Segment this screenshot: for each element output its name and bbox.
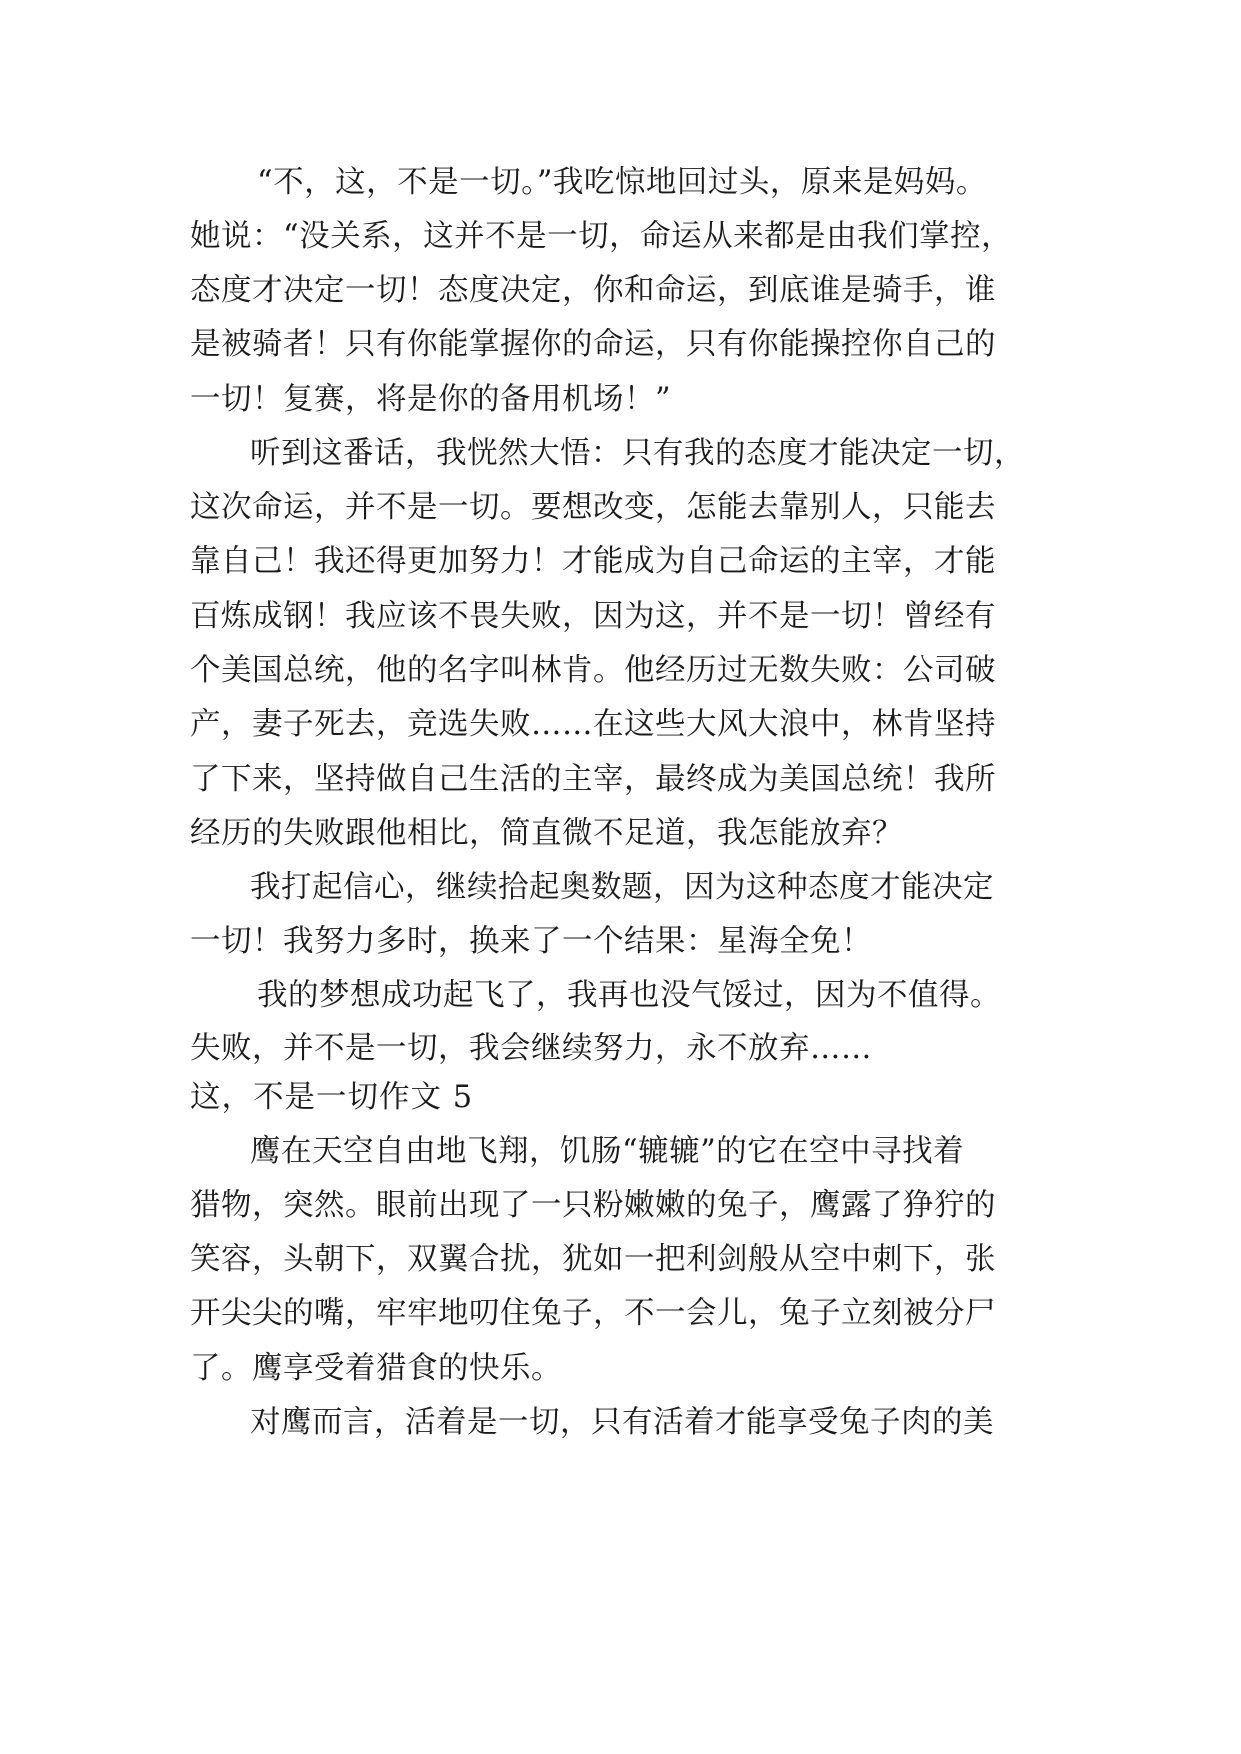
paragraph-line: 笑容，头朝下，双翼合扰，犹如一把利剑般从空中刺下，张 xyxy=(190,1242,996,1277)
section-heading: 这，不是一切作文 5 xyxy=(190,1080,474,1115)
paragraph-line: 百炼成钢！我应该不畏失败，因为这，并不是一切！曾经有 xyxy=(190,599,996,634)
paragraph-line: 一切！复赛，将是你的备用机场！” xyxy=(190,382,672,417)
paragraph-line: 态度才决定一切！态度决定，你和命运，到底谁是骑手，谁 xyxy=(190,273,996,308)
paragraph-line: 我的梦想成功起飞了，我再也没气馁过，因为不值得。 xyxy=(257,978,1001,1013)
paragraph-line: 失败，并不是一切，我会继续努力，永不放弃…… xyxy=(190,1031,872,1066)
paragraph-line: 一切！我努力多时，换来了一个结果：星海全免！ xyxy=(190,924,872,959)
paragraph-line: 是被骑者！只有你能掌握你的命运，只有你能操控你自己的 xyxy=(190,327,996,362)
paragraph-line: 个美国总统，他的名字叫林肯。他经历过无数失败：公司破 xyxy=(190,653,996,688)
paragraph-line: 听到这番话，我恍然大悟：只有我的态度才能决定一切， xyxy=(250,436,1025,471)
paragraph-line: “不，这，不是一切。”我吃惊地回过头，原来是妈妈。 xyxy=(257,165,987,200)
paragraph-line: 了。鹰享受着猎食的快乐。 xyxy=(190,1351,562,1386)
paragraph-line: 她说：“没关系，这并不是一切，命运从来都是由我们掌控， xyxy=(190,219,1013,254)
paragraph-line: 产，妻子死去，竞选失败……在这些大风大浪中，林肯坚持 xyxy=(190,707,996,742)
paragraph-line: 鹰在天空自由地飞翔，饥肠“辘辘”的它在空中寻找着 xyxy=(250,1134,965,1169)
paragraph-line: 猎物，突然。眼前出现了一只粉嫩嫩的兔子，鹰露了狰狞的 xyxy=(190,1188,996,1223)
paragraph-line: 对鹰而言，活着是一切，只有活着才能享受兔子肉的美 xyxy=(250,1405,994,1440)
paragraph-line: 了下来，坚持做自己生活的主宰，最终成为美国总统！我所 xyxy=(190,762,996,797)
paragraph-line: 开尖尖的嘴，牢牢地叨住兔子，不一会儿，兔子立刻被分尸 xyxy=(190,1296,996,1331)
paragraph-line: 这次命运，并不是一切。要想改变，怎能去靠别人，只能去 xyxy=(190,490,996,525)
paragraph-line: 靠自己！我还得更加努力！才能成为自己命运的主宰，才能 xyxy=(190,544,996,579)
paragraph-line: 我打起信心，继续拾起奥数题，因为这种态度才能决定 xyxy=(250,870,994,905)
paragraph-line: 经历的失败跟他相比，简直微不足道，我怎能放弃？ xyxy=(190,816,903,851)
